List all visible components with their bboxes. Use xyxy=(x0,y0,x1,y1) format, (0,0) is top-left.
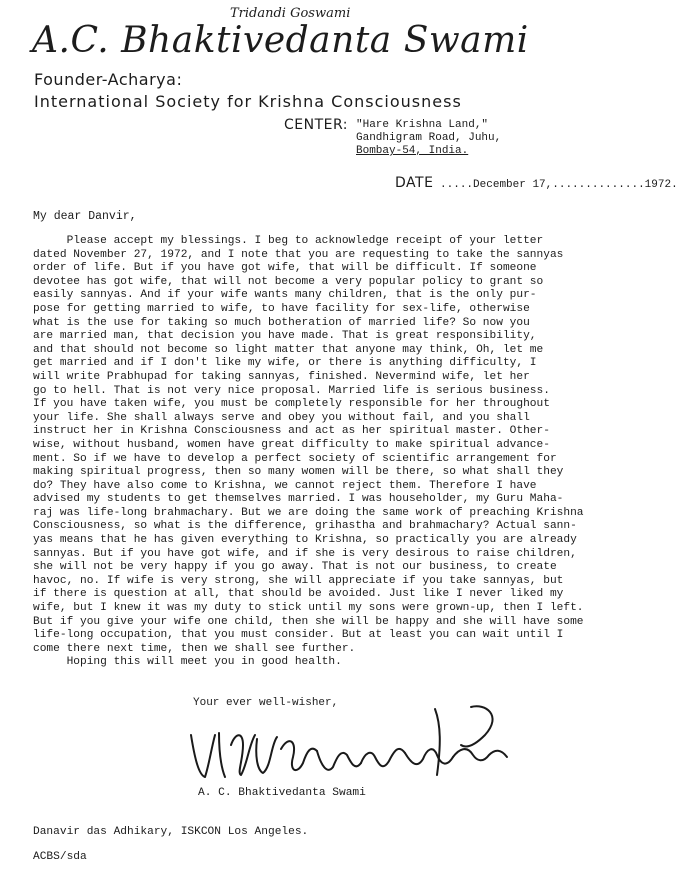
letter-body-line: Hoping this will meet you in good health. xyxy=(33,656,342,669)
letter-body-line: are married man, that decision you have made. That is great responsibility, xyxy=(33,330,537,343)
letter-body-line: come there next time, then we shall see further. xyxy=(33,642,356,655)
typed-name: A. C. Bhaktivedanta Swami xyxy=(198,787,366,799)
date-row xyxy=(395,175,678,191)
closing: Your ever well-wisher, xyxy=(193,697,339,709)
date-label: DATE xyxy=(395,175,434,191)
letter-body-line: havoc, no. If wife is very strong, she will appreciate if you take sannyas, but xyxy=(33,574,564,587)
letter-body-line: your life. She shall always serve and obey you without fail, and you shall xyxy=(33,411,530,424)
recipient-line: Danavir das Adhikary, ISKCON Los Angeles. xyxy=(33,826,309,838)
letter-body-line: wife, but I knew it was my duty to stick until my sons were grown-up, then I left. xyxy=(33,602,584,615)
salutation: My dear Danvir, xyxy=(33,210,137,223)
letterhead-title-line: Tridandi Goswami xyxy=(230,6,351,21)
letter-body-line: what is the use for taking so much botheration of married life? So now you xyxy=(33,316,530,329)
letter-body-line: ment. So if we have to develop a perfect society of scientific arrangement for xyxy=(33,452,557,465)
letter-body-line: But if you give your wife one child, then she will be happy and she will have some xyxy=(33,615,584,628)
letter-body-line: wise, without husband, women have great difficulty to make spiritual advance- xyxy=(33,438,550,451)
letterhead-society-line: International Society for Krishna Consciousness xyxy=(34,92,462,111)
letter-body-line: advised my students to get themselves married. I was householder, my Guru Maha- xyxy=(33,493,564,506)
signature-image xyxy=(185,705,525,785)
letter-body-line: pose for getting married to wife, to have facility for sex-life, otherwise xyxy=(33,302,530,315)
letter-body-line: go to hell. That is not very nice proposal. Married life is serious business. xyxy=(33,384,550,397)
letter-body-line: get married and if I don't like my wife, or there is anything difficulty, I xyxy=(33,357,537,370)
address-line-2: Gandhigram Road, Juhu, xyxy=(356,132,502,144)
letter-body-line: do? They have also come to Krishna, we cannot reject them. Therefore I have xyxy=(33,479,537,492)
letter-body-line: life-long occupation, that you must consider. But at least you can wait until I xyxy=(33,629,564,642)
letter-body-line: Please accept my blessings. I beg to acknowledge receipt of your letter xyxy=(33,235,544,247)
letter-body-line: dated November 27, 1972, and I note that you are requesting to take the sannyas xyxy=(33,248,564,261)
letter-body xyxy=(33,235,593,670)
letter-body-line: easily sannyas. And if your wife wants many children, that is the only pur- xyxy=(33,289,537,302)
letter-body-line: order of life. But if you have got wife, that will be difficult. If someone xyxy=(33,262,537,275)
letterhead-name: A.C. Bhaktivedanta Swami xyxy=(32,20,529,61)
address-line-1: "Hare Krishna Land," xyxy=(356,119,489,131)
address-line-3: Bombay-54, India. xyxy=(356,145,469,157)
letter-body-line: and that should not become so light matter that anyone may think, Oh, let me xyxy=(33,343,544,356)
letter-body-line: Consciousness, so what is the difference, grihastha and brahmachary? Actual sann- xyxy=(33,520,577,533)
letter-body-line: yas means that he has given everything to Krishna, so practically you are already xyxy=(33,534,577,547)
letter-body-line: sannyas. But if you have got wife, and if she is very desirous to raise children, xyxy=(33,547,577,560)
date-value: .....December 17,..............1972. xyxy=(440,179,678,191)
letter-body-line: she will not be very happy if you go away. That is not our business, to create xyxy=(33,561,557,574)
letter-body-line: making spiritual progress, then so many women will be there, so what shall they xyxy=(33,466,564,479)
letter-body-line: if there is question at all, that should be avoided. Just like I never liked my xyxy=(33,588,564,601)
reference-initials: ACBS/sda xyxy=(33,851,87,863)
letter-body-line: devotee has got wife, that will not become a very popular policy to grant so xyxy=(33,275,544,288)
letter-body-line: instruct her in Krishna Consciousness and act as her spiritual master. Other- xyxy=(33,425,550,438)
letter-body-line: If you have taken wife, you must be completely responsible for her throughout xyxy=(33,398,550,411)
center-label: CENTER: xyxy=(284,117,349,133)
letterhead-founder-line: Founder-Acharya: xyxy=(34,70,183,89)
letter-body-line: will write Prabhupad for taking sannyas, finished. Nevermind wife, let her xyxy=(33,370,530,383)
letter-body-line: raj was life-long brahmachary. But we are doing the same work of preaching Krishna xyxy=(33,506,584,519)
